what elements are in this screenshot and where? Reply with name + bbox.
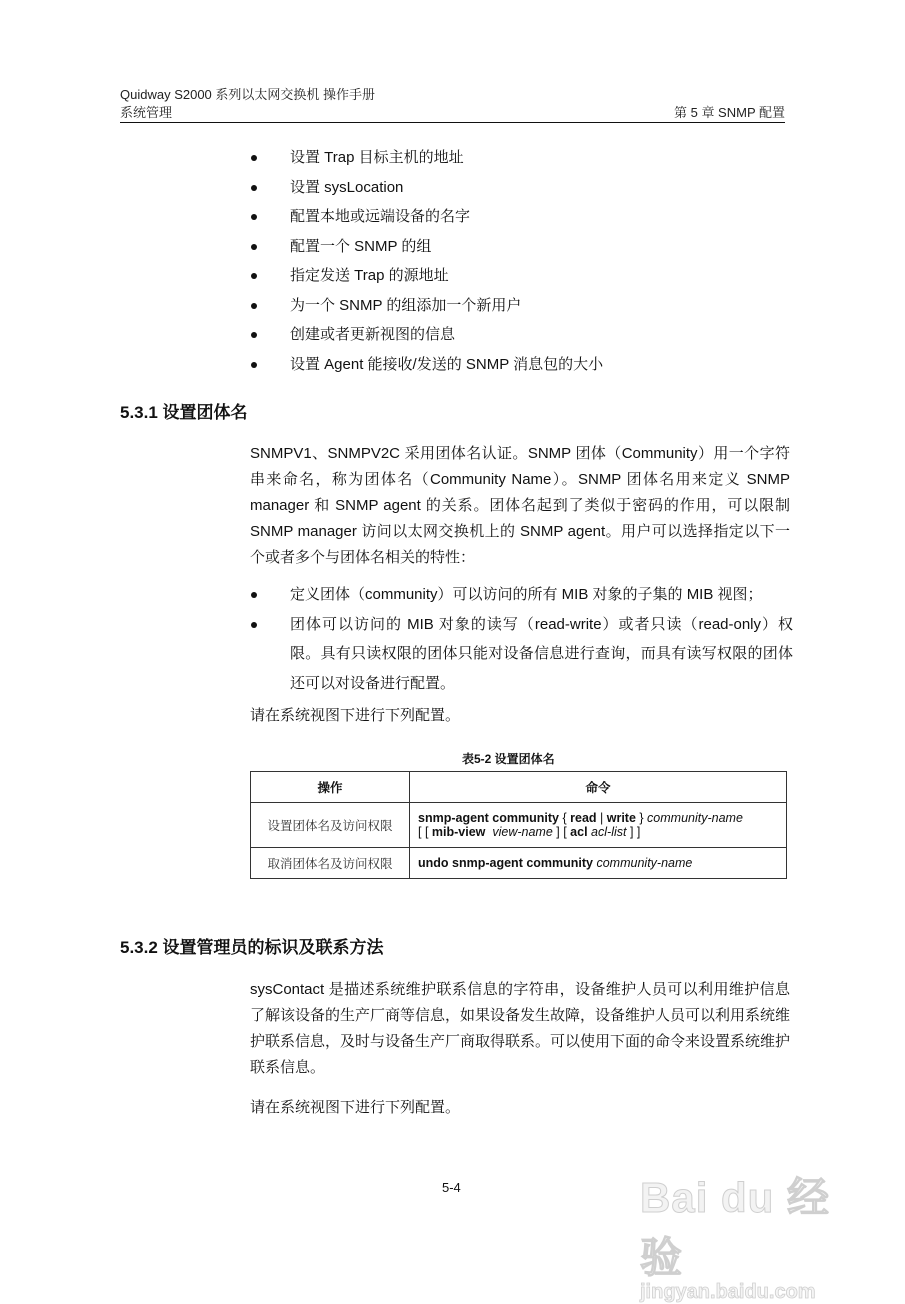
- list-item: 定义团体（community）可以访问的所有 MIB 对象的子集的 MIB 视图；: [248, 580, 793, 610]
- section-531-instruction: 请在系统视图下进行下列配置。: [250, 707, 461, 724]
- bullet-icon: [251, 214, 257, 220]
- bullet-icon: [251, 273, 257, 279]
- operation-cell: 取消团体名及访问权限: [251, 848, 410, 879]
- header-rule: [120, 122, 785, 123]
- bullet-icon: [251, 592, 257, 598]
- command-cell: snmp-agent community { read | write } community-name [ [ mib-view view-name ] [ acl acl-list ] ]: [410, 803, 787, 848]
- list-item: 创建或者更新视图的信息: [248, 320, 808, 350]
- list-item: 配置本地或远端设备的名字: [248, 202, 808, 232]
- bullet-icon: [251, 155, 257, 161]
- header-chapter: 第 5 章 SNMP 配置: [673, 105, 785, 120]
- operation-cell: 设置团体名及访问权限: [251, 803, 410, 848]
- bullet-icon: [251, 622, 257, 628]
- section-heading-531: 5.3.1 设置团体名: [120, 403, 248, 422]
- bullet-icon: [251, 303, 257, 309]
- list-item: 设置 Trap 目标主机的地址: [248, 143, 808, 173]
- bullet-icon: [251, 244, 257, 250]
- list-item: 设置 Agent 能接收/发送的 SNMP 消息包的大小: [248, 350, 808, 380]
- baidu-watermark: [640, 1165, 855, 1303]
- page-number: 5-4: [442, 1180, 461, 1195]
- section-531-paragraph: SNMPV1、SNMPV2C 采用团体名认证。SNMP 团体（Community）用一个字符串来命名，称为团体名（Community Name）。SNMP 团体名用来定义 SNMP manager 和 SNMP agent 的关系。团体名起到了类似于密码的作用，可以限制 SNMP manager 访问以太网交换机上的 SNMP agent。用户可以选择指定以下一个或者多个与团体名相关的特性：: [250, 445, 790, 566]
- table-header-row: [251, 772, 787, 803]
- list-item: 指定发送 Trap 的源地址: [248, 261, 808, 291]
- list-item: 配置一个 SNMP 的组: [248, 232, 808, 262]
- intro-bullet-list: [248, 143, 808, 379]
- header-subtitle: 系统管理: [120, 105, 173, 120]
- list-item: 为一个 SNMP 的组添加一个新用户: [248, 291, 808, 321]
- watermark-url: jingyan.baidu.com: [640, 1281, 816, 1303]
- list-item: 团体可以访问的 MIB 对象的读写（read-write）或者只读（read-only）权限。具有只读权限的团体只能对设备信息进行查询，而具有读写权限的团体还可以对设备进行配置。: [248, 610, 793, 699]
- section-heading-532: 5.3.2 设置管理员的标识及联系方法: [120, 938, 384, 957]
- column-header-operation: 操作: [251, 772, 410, 803]
- baidu-logo-icon: Bai du 经验: [640, 1174, 831, 1281]
- bullet-icon: [251, 185, 257, 191]
- bullet-icon: [251, 332, 257, 338]
- bullet-icon: [251, 362, 257, 368]
- section-532-instruction: 请在系统视图下进行下列配置。: [250, 1099, 461, 1116]
- table-caption: 表5-2 设置团体名: [462, 752, 555, 766]
- command-cell: undo snmp-agent community community-name: [410, 848, 787, 879]
- header-title: Quidway S2000 系列以太网交换机 操作手册: [120, 87, 376, 102]
- column-header-command: 命令: [410, 772, 787, 803]
- table-row: [251, 803, 787, 848]
- table-row: [251, 848, 787, 879]
- command-table: [250, 771, 787, 879]
- list-item: 设置 sysLocation: [248, 173, 808, 203]
- section-531-bullet-list: [248, 580, 793, 698]
- section-532-paragraph: sysContact 是描述系统维护联系信息的字符串，设备维护人员可以利用维护信息了解该设备的生产厂商等信息，如果设备发生故障，设备维护人员可以利用系统维护联系信息，及时与设备生产厂商取得联系。可以使用下面的命令来设置系统维护联系信息。: [250, 981, 791, 1076]
